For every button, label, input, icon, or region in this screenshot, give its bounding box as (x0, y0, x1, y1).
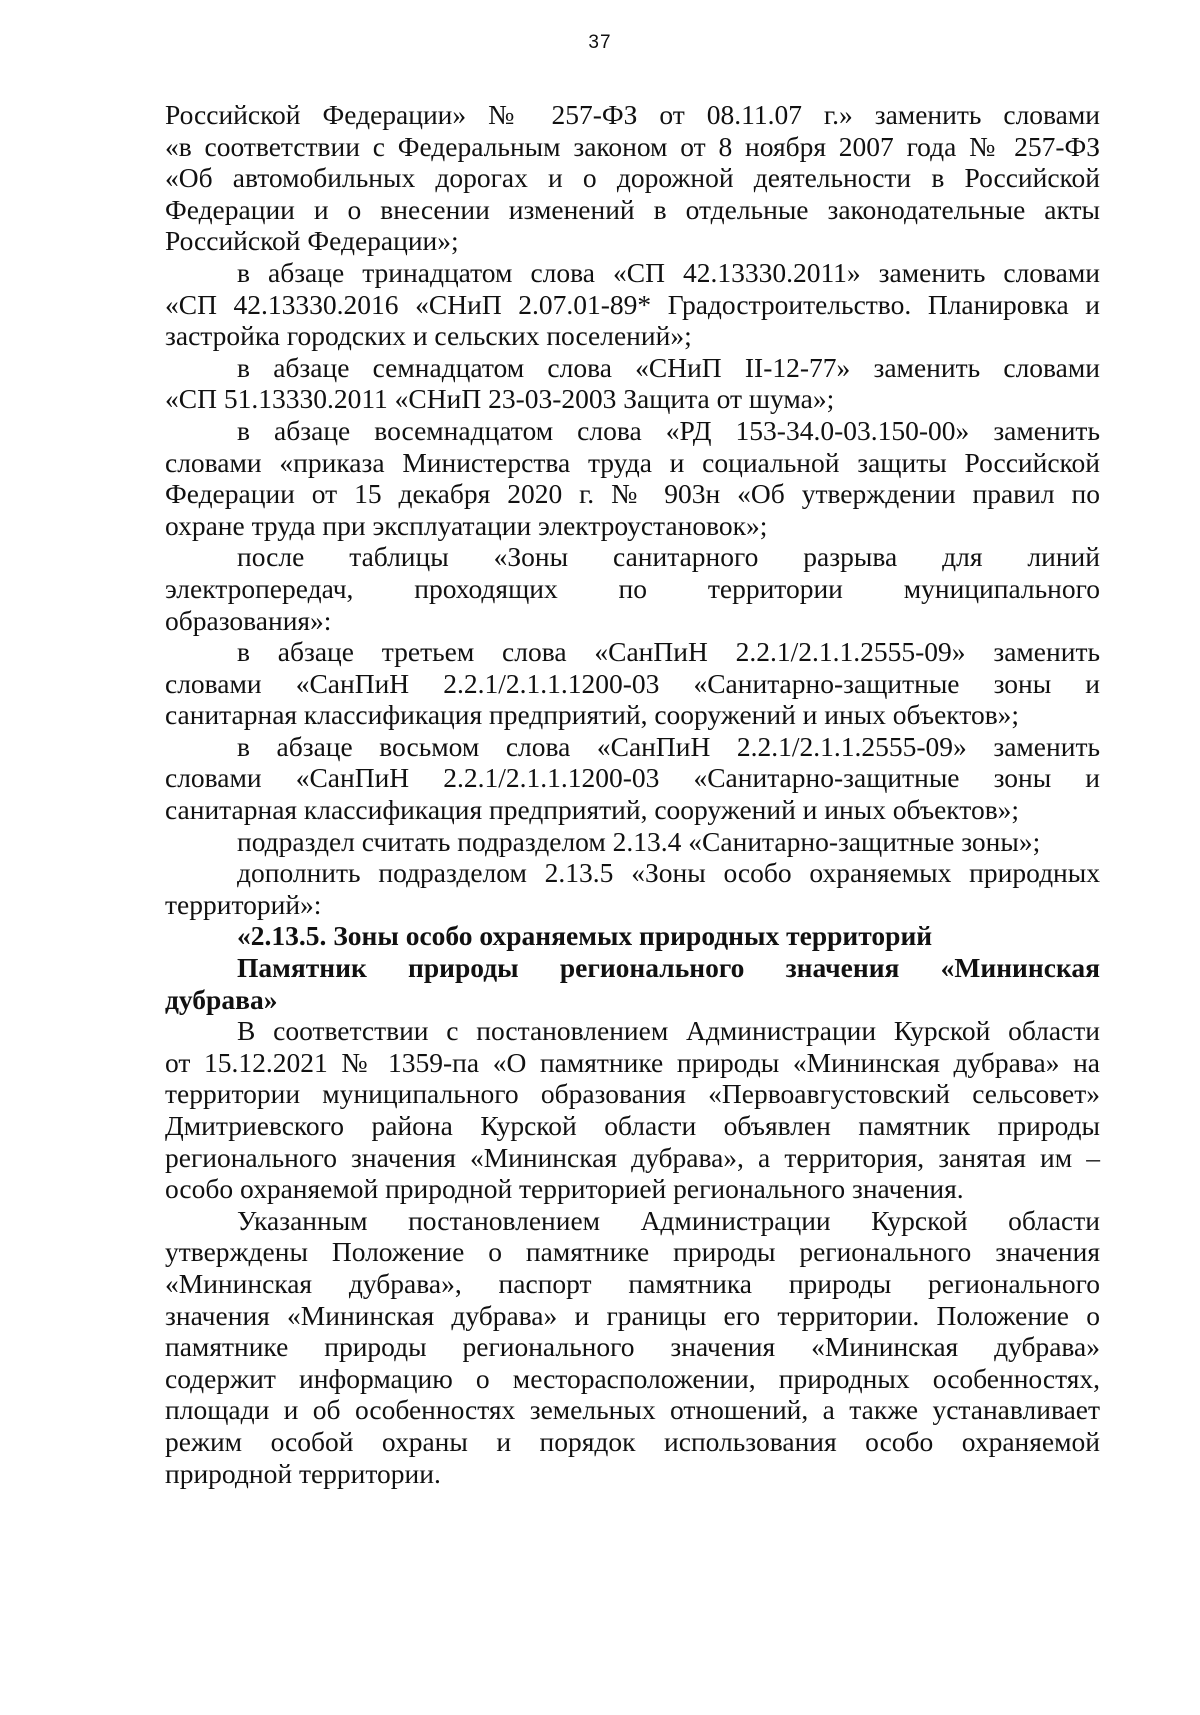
text-line: особо охраняемой природной территорией регионального значения. (165, 1173, 964, 1205)
text-line: Дмитриевского района Курской области объявлен памятник природы (165, 1110, 1100, 1141)
text-line: «в соответствии с Федеральным законом от 8 ноября 2007 года № 257-ФЗ (165, 130, 1100, 162)
text-line: дополнить подразделом 2.13.5 «Зоны особо охраняемых природных (237, 857, 1100, 889)
text-line: памятнике природы регионального значения «Мининская дубрава» (165, 1331, 1100, 1363)
paragraph-amendment-18 (165, 415, 1100, 541)
paragraph-regulation (165, 1205, 1100, 1489)
page-number: 37 (588, 32, 612, 53)
text-line: Федерации от 15 декабря 2020 г. № 903н «Об утверждении правил по (165, 478, 1100, 510)
text-line: Указанным постановлением Администрации Курской области (237, 1204, 1100, 1236)
document-body (165, 99, 1100, 1489)
text-line: Российской Федерации» № 257-ФЗ от 08.11.07 г.» заменить словами (165, 99, 1100, 130)
paragraph-after-table (165, 541, 1100, 636)
text-line: санитарная классификация предприятий, сооружений и иных объектов»; (165, 794, 1020, 826)
text-line: «Об автомобильных дорогах и о дорожной деятельности в Российской (165, 162, 1100, 194)
text-line: «СП 51.13330.2011 «СНиП 23-03-2003 Защита от шума»; (165, 383, 835, 415)
text-line: «Мининская дубрава», паспорт памятника природы регионального (165, 1267, 1100, 1299)
text-line: территории муниципального образования «Первоавгустовский сельсовет» (165, 1078, 1100, 1110)
paragraph-continuation (165, 99, 1100, 257)
heading-line: «2.13.5. Зоны особо охраняемых природных территорий (237, 920, 933, 952)
text-line: содержит информацию о месторасположении, природных особенностях, (165, 1362, 1100, 1394)
heading-line: Памятник природы регионального значения «Мининская (237, 952, 1100, 984)
text-line: словами «СанПиН 2.2.1/2.1.1.1200-03 «Санитарно-защитные зоны и (165, 667, 1100, 699)
paragraph-add-subsection (165, 857, 1100, 920)
text-line: значения «Мининская дубрава» и границы его территории. Положение о (165, 1299, 1100, 1331)
text-line: в абзаце третьем слова «СанПиН 2.2.1/2.1.1.2555-09» заменить (237, 636, 1100, 668)
heading-line: дубрава» (165, 983, 278, 1015)
paragraph-amendment-13 (165, 257, 1100, 352)
text-line: режим особой охраны и порядок использования особо охраняемой (165, 1425, 1100, 1457)
paragraph-amendment-3 (165, 636, 1100, 731)
paragraph-amendment-8 (165, 731, 1100, 826)
text-line: в абзаце восьмом слова «СанПиН 2.2.1/2.1.1.2555-09» заменить (237, 730, 1100, 762)
text-line: площади и об особенностях земельных отношений, а также устанавливает (165, 1394, 1100, 1426)
text-line: утверждены Положение о памятнике природы регионального значения (165, 1236, 1100, 1268)
text-line: Федерации и о внесении изменений в отдельные законодательные акты (165, 193, 1100, 225)
text-line: охране труда при эксплуатации электроустановок»; (165, 509, 768, 541)
text-line: словами «СанПиН 2.2.1/2.1.1.1200-03 «Санитарно-защитные зоны и (165, 762, 1100, 794)
text-line: в абзаце семнадцатом слова «СНиП II-12-77» заменить словами (237, 351, 1100, 383)
subsection-heading (165, 952, 1100, 1015)
paragraph-resolution (165, 1015, 1100, 1205)
text-line: в абзаце тринадцатом слова «СП 42.13330.2011» заменить словами (237, 256, 1100, 288)
paragraph-amendment-17 (165, 352, 1100, 415)
text-line: от 15.12.2021 № 1359-па «О памятнике природы «Мининская дубрава» на (165, 1046, 1100, 1078)
text-line: застройка городских и сельских поселений»; (165, 320, 692, 352)
text-line: подраздел считать подразделом 2.13.4 «Санитарно-защитные зоны»; (237, 825, 1041, 857)
text-line: санитарная классификация предприятий, сооружений и иных объектов»; (165, 699, 1020, 731)
text-line: природной территории. (165, 1457, 441, 1489)
text-line: В соответствии с постановлением Администрации Курской области (237, 1015, 1100, 1047)
text-line: после таблицы «Зоны санитарного разрыва для линий (237, 541, 1100, 573)
paragraph-subsection-rename (165, 826, 1100, 858)
text-line: регионального значения «Мининская дубрава», а территория, занятая им – (165, 1141, 1100, 1173)
text-line: территорий»: (165, 888, 322, 920)
text-line: словами «приказа Министерства труда и социальной защиты Российской (165, 446, 1100, 478)
section-heading (165, 920, 1100, 952)
text-line: «СП 42.13330.2016 «СНиП 2.07.01-89* Градостроительство. Планировка и (165, 288, 1100, 320)
text-line: образования»: (165, 604, 332, 636)
text-line: Российской Федерации»; (165, 225, 459, 257)
text-line: в абзаце восемнадцатом слова «РД 153-34.0-03.150-00» заменить (237, 414, 1100, 446)
text-line: электропередач, проходящих по территории муниципального (165, 572, 1100, 604)
